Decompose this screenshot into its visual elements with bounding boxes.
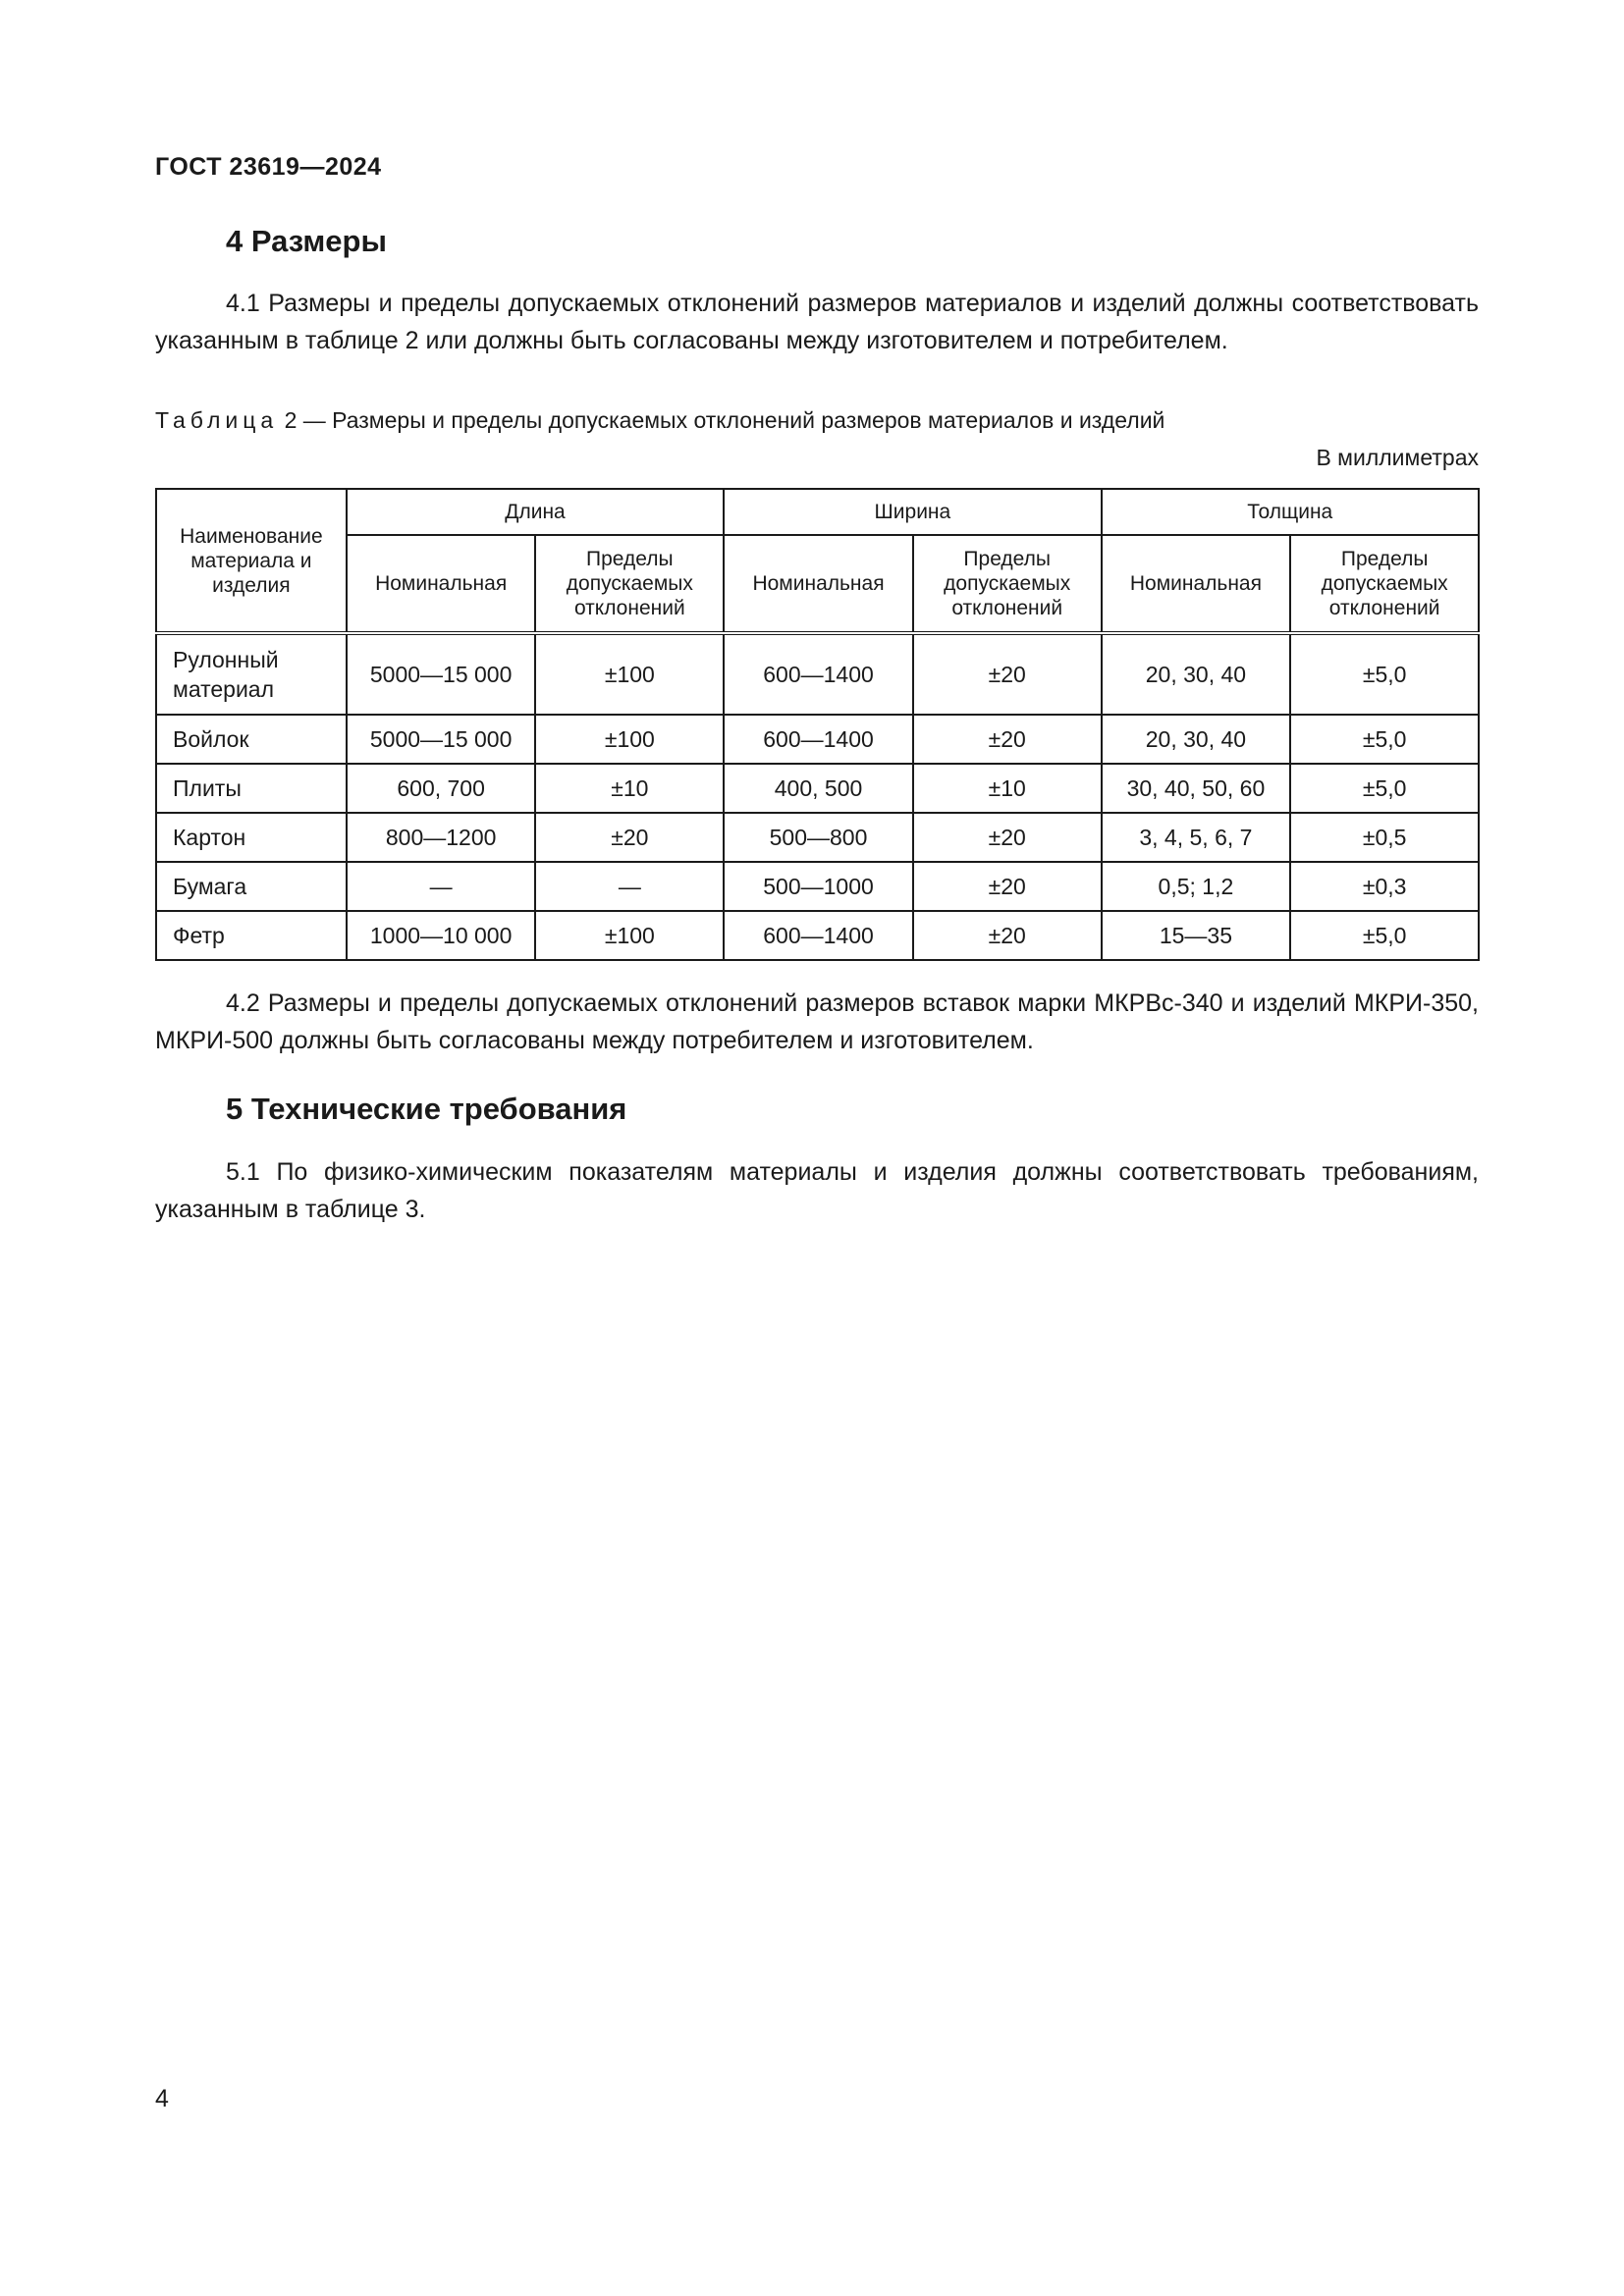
header-width: Ширина	[724, 489, 1101, 535]
cell-width-tolerance: ±10	[913, 764, 1102, 813]
cell-length-tolerance: ±100	[535, 911, 724, 960]
cell-width-tolerance: ±20	[913, 813, 1102, 862]
cell-thickness: 30, 40, 50, 60	[1102, 764, 1291, 813]
table-caption-label: Таблица	[155, 407, 279, 433]
table-row	[156, 764, 1479, 813]
header-material-name: Наименование материала и изделия	[156, 489, 347, 633]
cell-material-name: Рулонный материал	[156, 633, 347, 715]
header-length-tolerance: Пределы допускаемых отклонений	[535, 535, 724, 633]
header-width-nominal: Номинальная	[724, 535, 913, 633]
cell-thickness: 15—35	[1102, 911, 1291, 960]
table-row	[156, 911, 1479, 960]
cell-material-name: Фетр	[156, 911, 347, 960]
cell-thickness-tolerance: ±5,0	[1290, 633, 1479, 715]
header-thickness-tolerance: Пределы допускаемых отклонений	[1290, 535, 1479, 633]
cell-width: 600—1400	[724, 715, 913, 764]
cell-width: 400, 500	[724, 764, 913, 813]
cell-thickness-tolerance: ±0,3	[1290, 862, 1479, 911]
header-thickness: Толщина	[1102, 489, 1479, 535]
paragraph-5-1: 5.1 По физико-химическим показателям материалы и изделия должны соответствовать требованиям, указанным в таблице 3.	[155, 1158, 1479, 1223]
paragraph-4-1: 4.1 Размеры и пределы допускаемых отклонений размеров материалов и изделий должны соответствовать указанным в таблице 2 или должны быть согласованы между изготовителем и потребителем.	[155, 290, 1479, 354]
document-code: ГОСТ 23619—2024	[155, 153, 382, 181]
cell-thickness-tolerance: ±5,0	[1290, 764, 1479, 813]
cell-thickness-tolerance: ±5,0	[1290, 715, 1479, 764]
cell-thickness-tolerance: ±5,0	[1290, 911, 1479, 960]
cell-width: 500—800	[724, 813, 913, 862]
cell-thickness: 3, 4, 5, 6, 7	[1102, 813, 1291, 862]
table-row	[156, 633, 1479, 715]
cell-thickness: 20, 30, 40	[1102, 633, 1291, 715]
dimensions-table	[155, 488, 1480, 961]
table-header-row	[156, 489, 1479, 535]
cell-material-name: Войлок	[156, 715, 347, 764]
cell-length: 5000—15 000	[347, 715, 536, 764]
cell-length-tolerance: ±20	[535, 813, 724, 862]
cell-length: 5000—15 000	[347, 633, 536, 715]
cell-width: 500—1000	[724, 862, 913, 911]
cell-width-tolerance: ±20	[913, 633, 1102, 715]
cell-width-tolerance: ±20	[913, 715, 1102, 764]
cell-length: —	[347, 862, 536, 911]
cell-width-tolerance: ±20	[913, 862, 1102, 911]
header-thickness-nominal: Номинальная	[1102, 535, 1291, 633]
table-row	[156, 813, 1479, 862]
cell-width: 600—1400	[724, 633, 913, 715]
table-caption	[155, 407, 1164, 434]
cell-thickness: 20, 30, 40	[1102, 715, 1291, 764]
cell-length-tolerance: ±100	[535, 715, 724, 764]
cell-width: 600—1400	[724, 911, 913, 960]
page-number: 4	[155, 2085, 169, 2112]
table-row	[156, 715, 1479, 764]
header-length-nominal: Номинальная	[347, 535, 536, 633]
paragraph-4-2: 4.2 Размеры и пределы допускаемых отклонений размеров вставок марки МКРВс-340 и изделий МКРИ-350, МКРИ-500 должны быть согласованы между потребителем и изготовителем.	[155, 989, 1479, 1054]
cell-material-name: Бумага	[156, 862, 347, 911]
cell-thickness: 0,5; 1,2	[1102, 862, 1291, 911]
header-width-tolerance: Пределы допускаемых отклонений	[913, 535, 1102, 633]
cell-material-name: Картон	[156, 813, 347, 862]
cell-length: 1000—10 000	[347, 911, 536, 960]
table-caption-text: 2 — Размеры и пределы допускаемых отклонений размеров материалов и изделий	[278, 407, 1165, 433]
header-length: Длина	[347, 489, 724, 535]
cell-length-tolerance: —	[535, 862, 724, 911]
section-5-title: 5 Технические требования	[226, 1092, 627, 1126]
cell-thickness-tolerance: ±0,5	[1290, 813, 1479, 862]
cell-length-tolerance: ±100	[535, 633, 724, 715]
cell-width-tolerance: ±20	[913, 911, 1102, 960]
cell-material-name: Плиты	[156, 764, 347, 813]
cell-length: 800—1200	[347, 813, 536, 862]
table-units: В миллиметрах	[1316, 445, 1479, 470]
cell-length-tolerance: ±10	[535, 764, 724, 813]
table-subheader-row	[156, 535, 1479, 633]
table-row	[156, 862, 1479, 911]
cell-length: 600, 700	[347, 764, 536, 813]
section-4-title: 4 Размеры	[226, 224, 387, 258]
